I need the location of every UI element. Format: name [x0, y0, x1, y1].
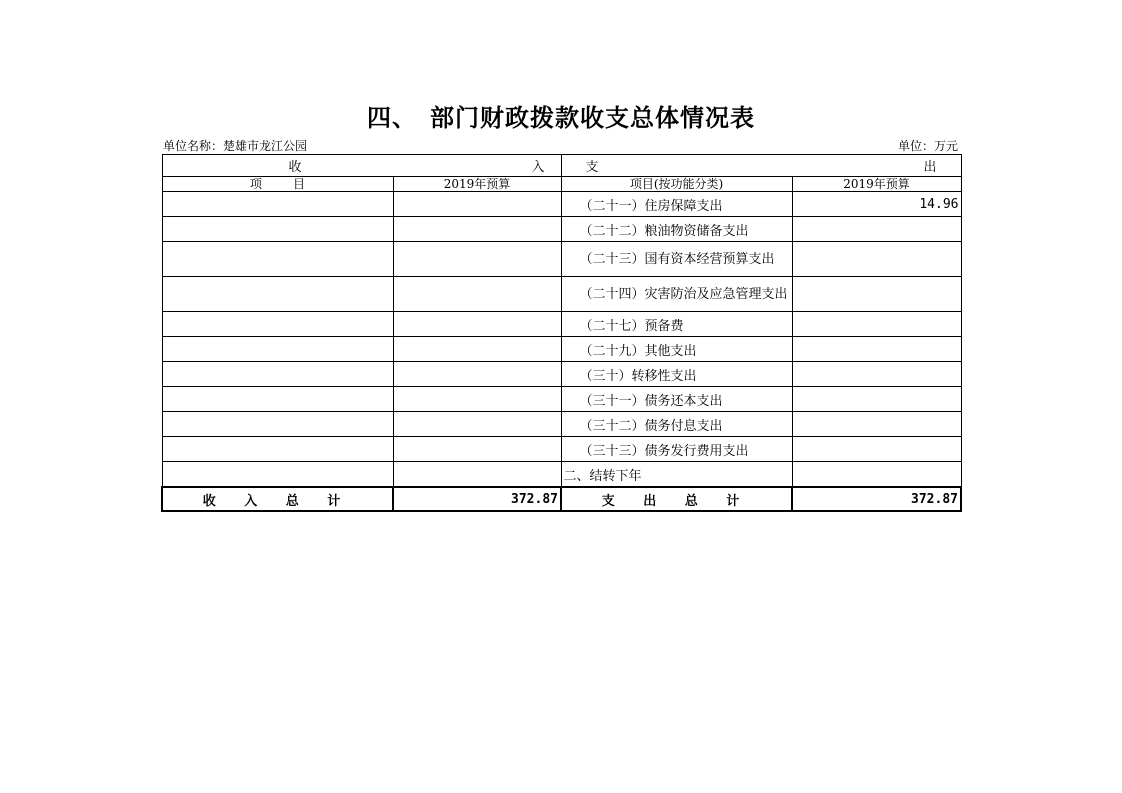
table-row: [162, 217, 961, 242]
expense-item-cell: 二、结转下年: [561, 462, 792, 488]
expense-value-cell: [792, 412, 961, 437]
page-title: 四、 部门财政拨款收支总体情况表: [367, 104, 755, 132]
income-item-header: [162, 177, 393, 192]
income-item-header-char-1: 项: [249, 176, 262, 191]
expense-total-label: 支 出 总 计: [561, 487, 792, 511]
income-section-char-1: 收: [288, 160, 302, 175]
unit-label: 单位：万元: [897, 139, 958, 153]
section-header-row: [162, 155, 961, 177]
expense-total-value: 372.87: [792, 487, 961, 511]
unit-name: 单位名称：楚雄市龙江公园: [163, 139, 308, 153]
income-value-cell: [393, 242, 561, 277]
expense-item-cell: （三十）转移性支出: [561, 362, 792, 387]
expense-value-cell: [792, 387, 961, 412]
income-item-cell: [162, 217, 393, 242]
table-row: [162, 437, 961, 462]
income-value-cell: [393, 362, 561, 387]
income-total-label: 收 入 总 计: [162, 487, 393, 511]
income-budget-header: 2019年预算: [393, 177, 561, 192]
expense-section-char-1: 支: [585, 160, 599, 175]
expense-item-cell: （三十一）债务还本支出: [561, 387, 792, 412]
expense-value-cell: [792, 362, 961, 387]
income-value-cell: [393, 337, 561, 362]
income-value-cell: [393, 277, 561, 312]
income-value-cell: [393, 437, 561, 462]
income-item-header-char-2: 目: [292, 176, 305, 191]
income-value-cell: [393, 192, 561, 217]
income-item-cell: [162, 192, 393, 217]
expense-item-cell: （三十二）债务付息支出: [561, 412, 792, 437]
expense-value-cell: 14.96: [792, 192, 961, 217]
expense-value-cell: [792, 462, 961, 488]
income-item-cell: [162, 312, 393, 337]
expense-item-cell: （二十三）国有资本经营预算支出: [561, 242, 792, 277]
income-item-cell: [162, 412, 393, 437]
income-item-cell: [162, 437, 393, 462]
table-row: [162, 462, 961, 488]
column-header-row: [162, 177, 961, 192]
income-value-cell: [393, 312, 561, 337]
expense-value-cell: [792, 337, 961, 362]
expense-value-cell: [792, 242, 961, 277]
expense-item-cell: （二十四）灾害防治及应急管理支出: [561, 277, 792, 312]
table-row: [162, 387, 961, 412]
income-item-cell: [162, 362, 393, 387]
expense-budget-header: 2019年预算: [792, 177, 961, 192]
table-row: [162, 337, 961, 362]
expense-value-cell: [792, 217, 961, 242]
expense-section-char-2: 出: [923, 160, 937, 175]
income-section-char-2: 入: [531, 160, 545, 175]
expense-value-cell: [792, 437, 961, 462]
finance-table: [161, 154, 962, 512]
expense-value-cell: [792, 277, 961, 312]
table-row: [162, 242, 961, 277]
income-item-cell: [162, 337, 393, 362]
expense-value-cell: [792, 312, 961, 337]
table-row: [162, 362, 961, 387]
expense-item-cell: （二十二）粮油物资储备支出: [561, 217, 792, 242]
income-item-cell: [162, 462, 393, 488]
expense-item-cell: （三十三）债务发行费用支出: [561, 437, 792, 462]
expense-item-cell: （二十七）预备费: [561, 312, 792, 337]
income-total-value: 372.87: [393, 487, 561, 511]
income-item-cell: [162, 277, 393, 312]
income-value-cell: [393, 217, 561, 242]
table-row: [162, 312, 961, 337]
table-row: [162, 277, 961, 312]
expense-item-cell: （二十一）住房保障支出: [561, 192, 792, 217]
expense-section-header: [561, 155, 961, 177]
income-section-header: [162, 155, 561, 177]
expense-item-cell: （二十九）其他支出: [561, 337, 792, 362]
income-value-cell: [393, 387, 561, 412]
income-value-cell: [393, 462, 561, 488]
table-row: [162, 412, 961, 437]
expense-item-header: 项目(按功能分类): [561, 177, 792, 192]
table-row: [162, 192, 961, 217]
total-row: [162, 487, 961, 511]
income-item-cell: [162, 387, 393, 412]
income-item-cell: [162, 242, 393, 277]
income-value-cell: [393, 412, 561, 437]
